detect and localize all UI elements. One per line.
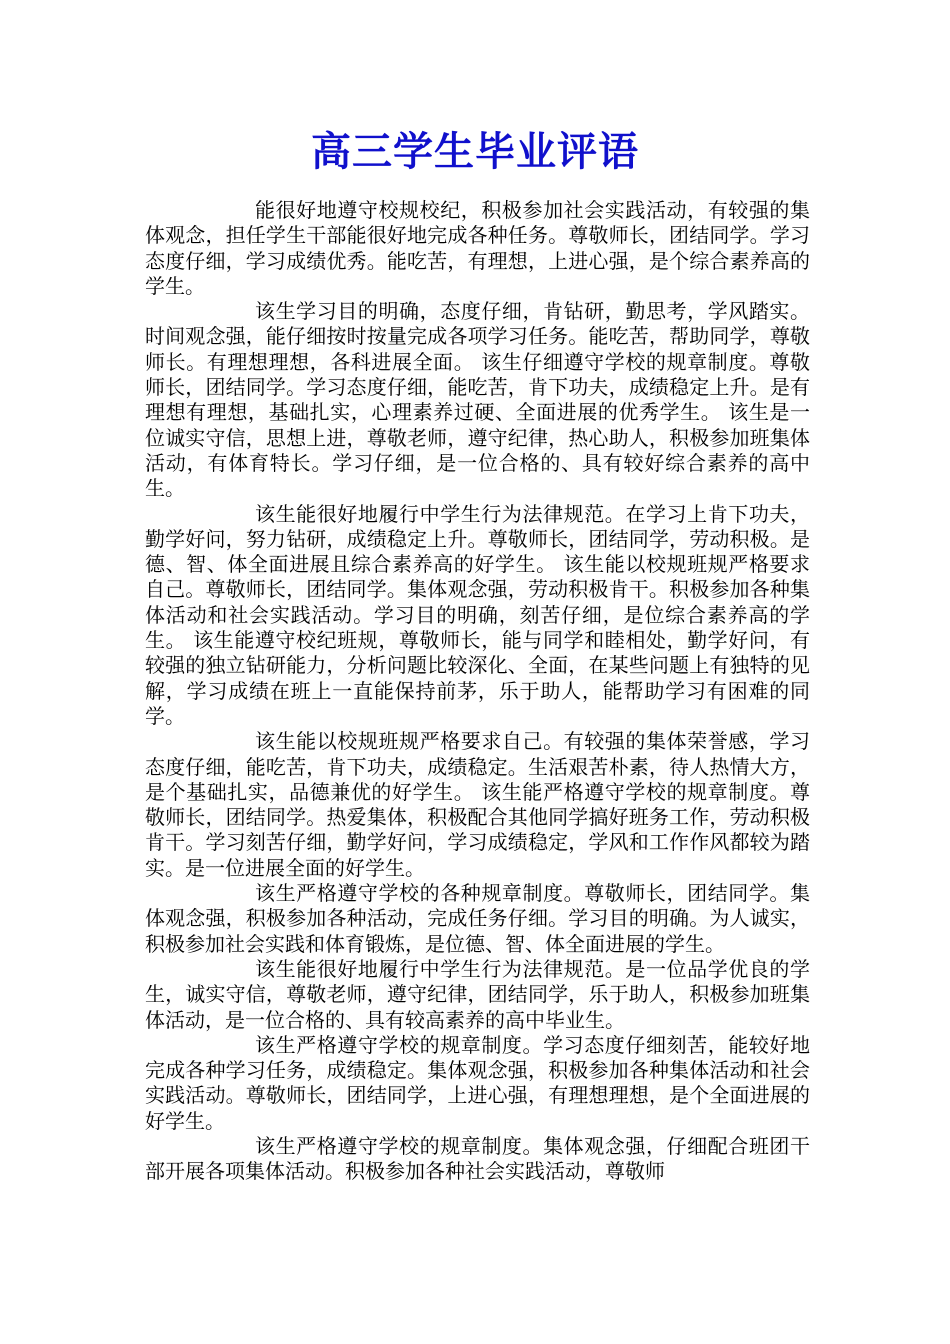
document-body <box>145 198 810 1228</box>
paragraph: 该生能很好地履行中学生行为法律规范。是一位品学优良的学生，诚实守信，尊敬老师，遵守纪律，团结同学，乐于助人，积极参加班集体活动，是一位合格的、具有较高素养的高中毕业生。 <box>145 956 810 1032</box>
document-title: 高三学生毕业评语 <box>311 128 639 175</box>
paragraph: 该生严格遵守学校的规章制度。集体观念强，仔细配合班团干部开展各项集体活动。积极参加各种社会实践活动，尊敬师 <box>145 1133 810 1184</box>
paragraph: 该生严格遵守学校的各种规章制度。尊敬师长，团结同学。集体观念强，积极参加各种活动，完成任务仔细。学习目的明确。为人诚实，积极参加社会实践和体育锻炼，是位德、智、体全面进展的学生。 <box>145 881 810 956</box>
paragraph: 该生能很好地履行中学生行为法律规范。在学习上肯下功夫，勤学好问，努力钻研，成绩稳定上升。尊敬师长，团结同学，劳动积极。是德、智、体全面进展且综合素养高的好学生。 该生能以校规班规严格要求自己。尊敬师长，团结同学。集体观念强，劳动积极肯干。积极参加各种集体活动和社会实践活动。学习目的明确，刻苦仔细，是位综合素养高的学生。 该生能遵守校纪班规，尊敬师长，能与同学和睦相处，勤学好问，有较强的独立钻研能力，分析问题比较深化、全面，在某些问题上有独特的见解，学习成绩在班上一直能保持前茅，乐于助人，能帮助学习有困难的同学。 <box>145 501 810 728</box>
paragraph: 该生严格遵守学校的规章制度。学习态度仔细刻苦，能较好地完成各种学习任务，成绩稳定。集体观念强，积极参加各种集体活动和社会实践活动。尊敬师长，团结同学，上进心强，有理想理想，是个全面进展的好学生。 <box>145 1032 810 1133</box>
paragraph: 能很好地遵守校规校纪，积极参加社会实践活动，有较强的集体观念，担任学生干部能很好地完成各种任务。尊敬师长，团结同学。学习态度仔细，学习成绩优秀。能吃苦，有理想，上进心强，是个综合素养高的学生。 <box>145 198 810 298</box>
paragraph: 该生能以校规班规严格要求自己。有较强的集体荣誉感，学习态度仔细，能吃苦，肯下功夫，成绩稳定。生活艰苦朴素，待人热情大方，是个基础扎实，品德兼优的好学生。 该生能严格遵守学校的规章制度。尊敬师长，团结同学。热爱集体，积极配合其他同学搞好班务工作，劳动积极肯干。学习刻苦仔细，勤学好问，学习成绩稳定，学风和工作作风都较为踏实。是一位进展全面的好学生。 <box>145 729 810 880</box>
paragraph: 该生学习目的明确，态度仔细，肯钻研，勤思考，学风踏实。时间观念强，能仔细按时按量完成各项学习任务。能吃苦，帮助同学，尊敬师长。有理想理想，各科进展全面。 该生仔细遵守学校的规章制度。尊敬师长，团结同学。学习态度仔细，能吃苦，肯下功夫，成绩稳定上升。是有理想有理想，基础扎实，心理素养过硬、全面进展的优秀学生。 该生是一位诚实守信，思想上进，尊敬老师，遵守纪律，热心助人，积极参加班集体活动，有体育特长。学习仔细，是一位合格的、具有较好综合素养的高中生。 <box>145 299 810 501</box>
